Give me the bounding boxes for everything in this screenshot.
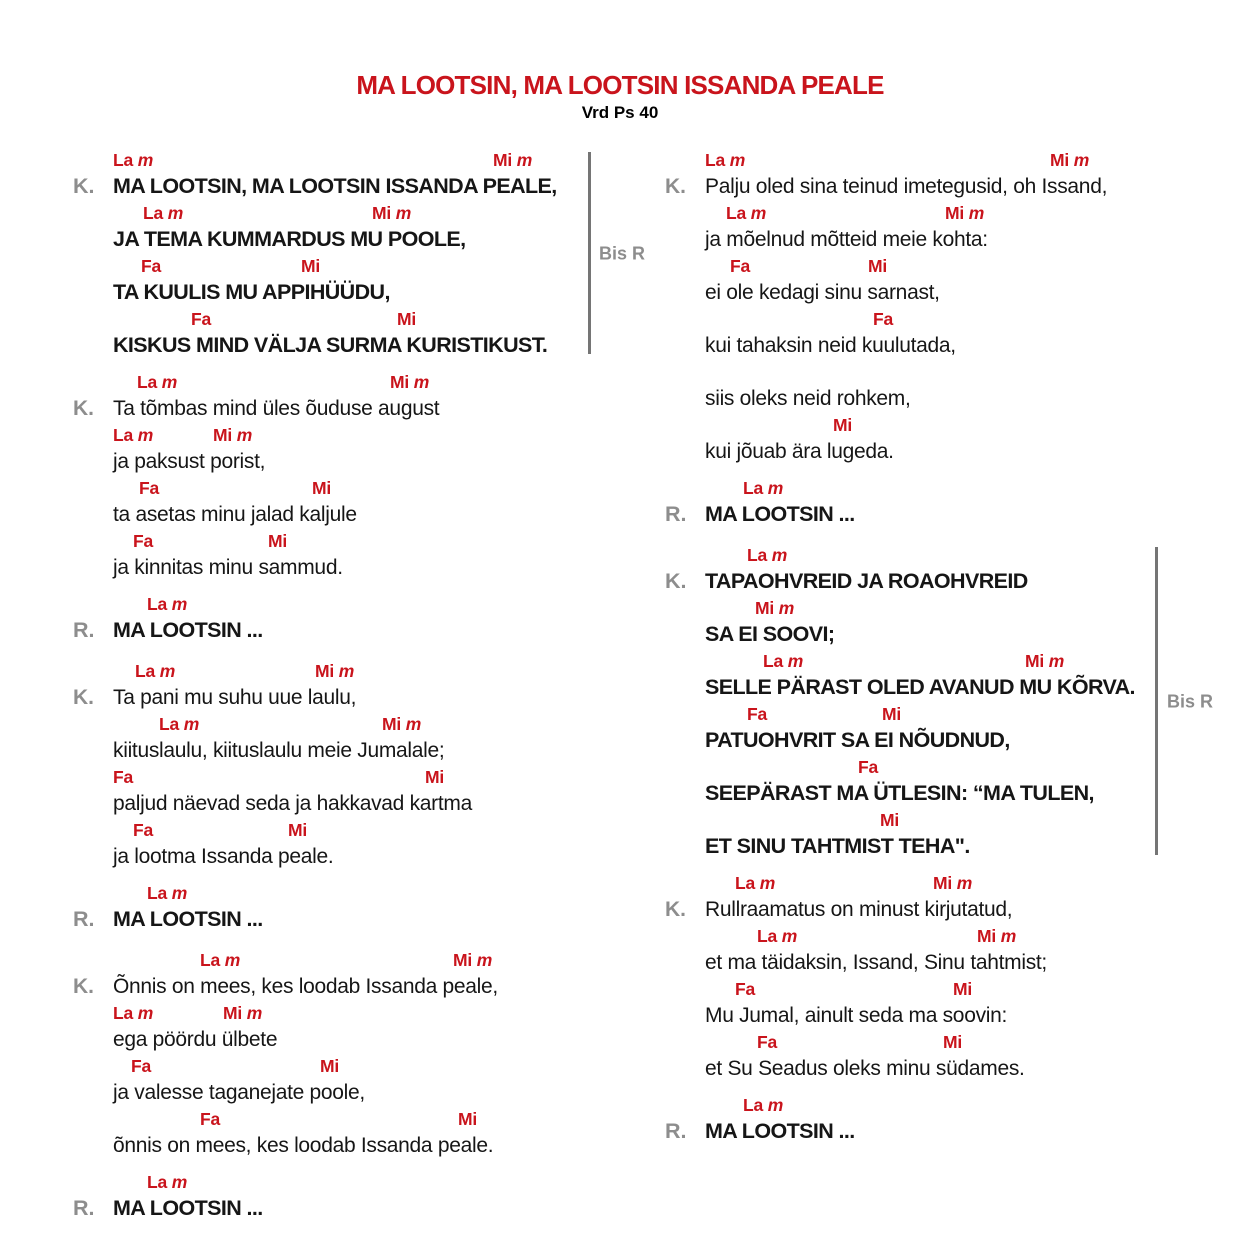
chord: Mi <box>880 810 900 830</box>
chord: Fa <box>141 256 162 276</box>
chord-row <box>113 201 633 225</box>
verse-label: R. <box>73 907 95 931</box>
verse-block <box>665 871 1225 1083</box>
verse-label: R. <box>73 618 95 642</box>
chord: Mi m <box>382 714 422 734</box>
chord: Mi m <box>933 873 973 893</box>
lyric-line: kui tahaksin neid kuulutada, <box>705 334 956 357</box>
lyric-line: PATUOHVRIT SA EI NÕUDNUD, <box>705 728 1010 752</box>
chord: Mi <box>301 256 321 276</box>
bis-repeat-label: Bis R <box>1167 691 1214 712</box>
lyric-line: et Su Seadus oleks minu südames. <box>705 1057 1025 1080</box>
lyric-line: ega pöördu ülbete <box>113 1028 278 1051</box>
chord: La m <box>147 594 188 614</box>
chord: Fa <box>735 979 756 999</box>
chord: La m <box>137 372 178 392</box>
refrain-block <box>73 1170 633 1223</box>
chord: Mi <box>868 256 888 276</box>
bis-repeat-label: Bis R <box>599 243 646 264</box>
lyric-line: ja valesse taganejate poole, <box>113 1081 365 1104</box>
lyric-line: TA KUULIS MU APPIHÜÜDU, <box>113 280 390 304</box>
chord-row <box>113 712 633 736</box>
chord: La m <box>735 873 776 893</box>
lyric-line: K. Rullraamatus on minust kirjutatud, <box>705 895 1225 924</box>
chord: Mi <box>397 309 417 329</box>
lyric-line: R. MA LOOTSIN ... <box>113 616 633 645</box>
lyric-line: K. Ta pani mu suhu uue laulu, <box>113 683 633 712</box>
bis-repeat-bar <box>1155 547 1158 855</box>
lyric-line: ja lootma Issanda peale. <box>113 845 334 868</box>
verse-label: K. <box>73 686 94 709</box>
verse-label: K. <box>665 175 686 198</box>
refrain-block <box>73 881 633 934</box>
lyric-line: K. Palju oled sina teinud imetegusid, oh Issand, <box>705 172 1225 201</box>
lyric-line: siis oleks neid rohkem, <box>705 387 911 410</box>
chord: La m <box>747 545 788 565</box>
chord: La m <box>705 150 746 170</box>
lyric-line: R. MA LOOTSIN ... <box>113 1194 633 1223</box>
chord: La m <box>757 926 798 946</box>
lyrics-column-right <box>665 148 1225 1160</box>
lyric-line: õnnis on mees, kes loodab Issanda peale. <box>113 1134 494 1157</box>
chord-row <box>705 755 1225 779</box>
chord: Mi <box>288 820 308 840</box>
chord: Mi m <box>493 150 533 170</box>
lyric-line: K. TAPAOHVREID JA ROAOHVREID <box>705 567 1225 596</box>
chord: Mi m <box>223 1003 263 1023</box>
chord: La m <box>113 150 154 170</box>
chord: Mi m <box>213 425 253 445</box>
chord-row <box>705 702 1225 726</box>
chord: Fa <box>191 309 212 329</box>
chord: Mi m <box>977 926 1017 946</box>
chord-row <box>113 254 633 278</box>
lyric-line: R. MA LOOTSIN ... <box>113 905 633 934</box>
chord: La m <box>147 883 188 903</box>
chord: Mi <box>268 531 288 551</box>
chord-row <box>113 948 633 972</box>
refrain-block <box>665 476 1225 529</box>
verse-label: K. <box>665 569 687 593</box>
chord: Fa <box>730 256 751 276</box>
chord: La m <box>200 950 241 970</box>
page-title: MA LOOTSIN, MA LOOTSIN ISSANDA PEALE <box>356 70 884 100</box>
bis-repeat-bar <box>588 152 591 354</box>
chord-row <box>705 649 1225 673</box>
chord: Mi <box>425 767 445 787</box>
verse-label: K. <box>73 174 95 198</box>
lyric-line: R. MA LOOTSIN ... <box>705 500 1225 529</box>
chord: Fa <box>873 309 894 329</box>
page-subtitle: Vrd Ps 40 <box>581 103 659 122</box>
lyric-line: K. Õnnis on mees, kes loodab Issanda peale, <box>113 972 633 1001</box>
chord: La m <box>135 661 176 681</box>
lyric-line: kiituslaulu, kiituslaulu meie Jumalale; <box>113 739 445 762</box>
chord: La m <box>743 478 784 498</box>
chord: Mi m <box>453 950 493 970</box>
chord-row <box>705 924 1225 948</box>
lyric-line: ei ole kedagi sinu sarnast, <box>705 281 940 304</box>
chord-row <box>705 1093 1225 1117</box>
lyric-line: R. MA LOOTSIN ... <box>705 1117 1225 1146</box>
chord: Fa <box>133 820 154 840</box>
chord: La m <box>763 651 804 671</box>
chord: La m <box>113 425 154 445</box>
lyric-line: JA TEMA KUMMARDUS MU POOLE, <box>113 227 466 251</box>
verse-label: R. <box>665 502 687 526</box>
chord-row <box>113 592 633 616</box>
verse-label: R. <box>73 1196 95 1220</box>
chord: La m <box>743 1095 784 1115</box>
chord-row <box>705 543 1225 567</box>
chord: Fa <box>858 757 879 777</box>
chord: Mi m <box>1025 651 1065 671</box>
chord: Mi m <box>390 372 430 392</box>
lyric-line: KISKUS MIND VÄLJA SURMA KURISTIKUST. <box>113 333 548 357</box>
lyric-line: kui jõuab ära lugeda. <box>705 440 894 463</box>
chord: Fa <box>747 704 768 724</box>
lyric-line: K. Ta tõmbas mind üles õuduse august <box>113 394 633 423</box>
chord: Mi m <box>372 203 412 223</box>
verse-block <box>73 659 633 871</box>
lyric-line: et ma täidaksin, Issand, Sinu tahtmist; <box>705 951 1047 974</box>
verse-label: K. <box>73 397 94 420</box>
chord: Fa <box>200 1109 221 1129</box>
verse-block <box>73 948 633 1160</box>
chord-row <box>113 370 633 394</box>
chord-row <box>705 808 1225 832</box>
lyric-line: paljud näevad seda ja hakkavad kartma <box>113 792 472 815</box>
verse-block <box>665 543 1225 861</box>
lyric-line: SA EI SOOVI; <box>705 622 835 646</box>
lyrics-column-left <box>73 148 646 1237</box>
chord-row <box>113 307 633 331</box>
verse-block <box>665 148 1225 466</box>
chord-row <box>705 148 1225 172</box>
chord-row <box>705 360 1225 384</box>
verse-block <box>73 148 646 360</box>
chord: Mi m <box>315 661 355 681</box>
chord: Mi <box>833 415 853 435</box>
chord: Mi m <box>945 203 985 223</box>
chord: Mi <box>320 1056 340 1076</box>
chord: Fa <box>113 767 134 787</box>
verse-label: R. <box>665 1119 687 1143</box>
chord: La m <box>147 1172 188 1192</box>
chord: La m <box>726 203 767 223</box>
refrain-block <box>665 1093 1225 1146</box>
verse-label: K. <box>665 898 686 921</box>
chord: La m <box>159 714 200 734</box>
chord: Mi <box>943 1032 963 1052</box>
chord: Mi <box>953 979 973 999</box>
verse-block <box>73 370 633 582</box>
chord-row <box>113 1001 633 1025</box>
chord-row <box>113 476 633 500</box>
lyric-line: ta asetas minu jalad kaljule <box>113 503 357 526</box>
lyric-line: K. MA LOOTSIN, MA LOOTSIN ISSANDA PEALE, <box>113 172 633 201</box>
chord-row <box>705 307 1225 331</box>
chord-row <box>705 871 1225 895</box>
chord-row <box>113 881 633 905</box>
chord: Fa <box>133 531 154 551</box>
chord-row <box>113 529 633 553</box>
chord: Fa <box>131 1056 152 1076</box>
chord-row <box>113 423 633 447</box>
chord-row <box>113 818 633 842</box>
chord-row <box>113 1170 633 1194</box>
chord-row <box>705 596 1225 620</box>
lyric-line: ja paksust porist, <box>113 450 266 473</box>
chord-row <box>113 1107 633 1131</box>
chord-row <box>705 1030 1225 1054</box>
chord-row <box>705 413 1225 437</box>
chord-row <box>113 1054 633 1078</box>
verse-label: K. <box>73 975 94 998</box>
chord: La m <box>143 203 184 223</box>
chord: Mi m <box>755 598 795 618</box>
lyric-line: ET SINU TAHTMIST TEHA". <box>705 834 970 858</box>
lyric-line: Mu Jumal, ainult seda ma soovin: <box>705 1004 1008 1027</box>
chord-row <box>113 148 633 172</box>
chord: Mi <box>312 478 332 498</box>
chord: Mi <box>882 704 902 724</box>
chord-row <box>113 659 633 683</box>
chord: Fa <box>757 1032 778 1052</box>
chord-row <box>705 201 1225 225</box>
chord-row <box>705 254 1225 278</box>
chord: Mi m <box>1050 150 1090 170</box>
chord: Fa <box>139 478 160 498</box>
lyric-line: SEEPÄRAST MA ÜTLESIN: “MA TULEN, <box>705 781 1094 805</box>
chord-row <box>705 977 1225 1001</box>
refrain-block <box>73 592 633 645</box>
lyric-line: ja mõelnud mõtteid meie kohta: <box>705 228 988 251</box>
chord: La m <box>113 1003 154 1023</box>
lyric-line: ja kinnitas minu sammud. <box>113 556 343 579</box>
lyric-line: SELLE PÄRAST OLED AVANUD MU KÕRVA. <box>705 675 1135 699</box>
chord-row <box>113 765 633 789</box>
chord: Mi <box>458 1109 478 1129</box>
chord-row <box>705 476 1225 500</box>
